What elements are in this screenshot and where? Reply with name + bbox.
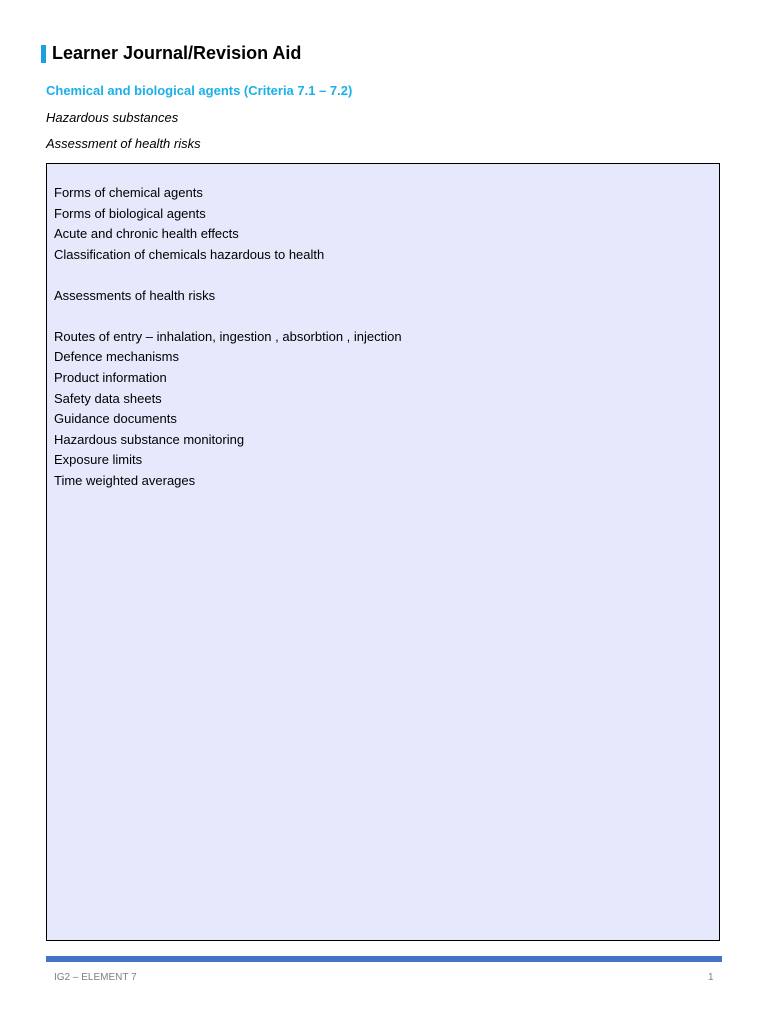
subtitle-assessment-health-risks: Assessment of health risks <box>46 136 201 151</box>
page-heading <box>41 43 301 64</box>
list-item: Classification of chemicals hazardous to health <box>54 246 325 262</box>
footer-rule <box>46 956 722 962</box>
list-item: Safety data sheets <box>54 390 162 406</box>
subtitle-hazardous-substances: Hazardous substances <box>46 110 179 125</box>
heading-accent-bar <box>41 45 46 63</box>
list-item: Routes of entry – inhalation, ingestion , absorbtion , injection <box>54 328 402 344</box>
page-number: 1 <box>708 972 714 983</box>
list-item: Guidance documents <box>54 411 177 427</box>
topic-list <box>54 183 402 492</box>
list-item: Forms of chemical agents <box>54 185 203 200</box>
list-item: Defence mechanisms <box>54 349 179 365</box>
list-spacer <box>54 306 402 326</box>
footer-label: IG2 – ELEMENT 7 <box>54 972 137 983</box>
list-spacer <box>54 265 402 285</box>
journal-content-box <box>46 163 720 941</box>
list-item: Acute and chronic health effects <box>54 226 239 242</box>
list-item: Time weighted averages <box>54 472 196 488</box>
list-item: Forms of biological agents <box>54 205 206 221</box>
list-item: Exposure limits <box>54 452 143 468</box>
list-item: Product information <box>54 369 167 385</box>
list-item: Hazardous substance monitoring <box>54 431 245 447</box>
list-item: Assessments of health risks <box>54 287 216 303</box>
section-title: Chemical and biological agents (Criteria 7.1 – 7.2) <box>46 83 353 98</box>
page-title: Learner Journal/Revision Aid <box>52 43 302 63</box>
